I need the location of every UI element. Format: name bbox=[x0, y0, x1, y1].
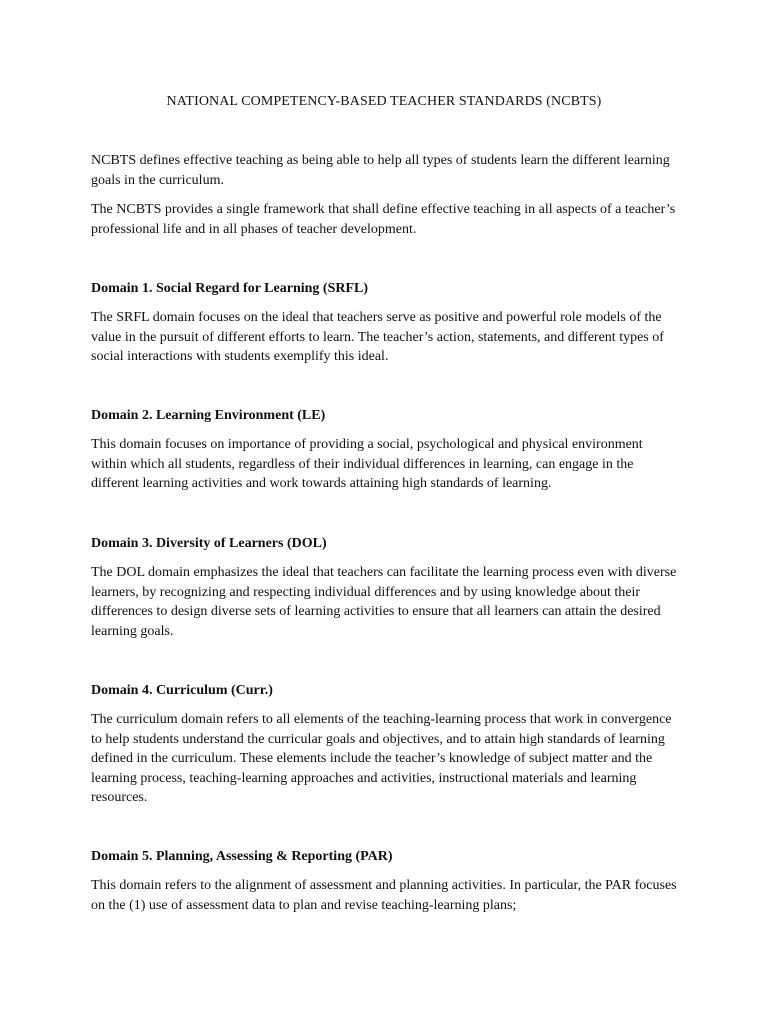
intro-paragraph-1: NCBTS defines effective teaching as being able to help all types of students learn the different learning goals in the curriculum. bbox=[91, 153, 670, 188]
domain-3-text: The DOL domain emphasizes the ideal that teachers can facilitate the learning process even with diverse learners, by recognizing and respecting individual differences and by using knowledge about their differences to design diverse sets of learning activities to ensure that all learners can attain the desired learning goals. bbox=[91, 565, 677, 639]
page-title: NATIONAL COMPETENCY-BASED TEACHER STANDARDS (NCBTS) bbox=[166, 94, 602, 109]
domain-2-text: This domain focuses on importance of providing a social, psychological and physical environment within which all students, regardless of their individual differences in learning, can engage in the different learning activities and work towards attaining high standards of learning. bbox=[91, 437, 643, 492]
domain-1-text: The SRFL domain focuses on the ideal that teachers serve as positive and powerful role models of the value in the pursuit of different efforts to learn. The teacher’s action, statements, and different types of social interactions with students exemplify this ideal. bbox=[91, 310, 664, 365]
domain-4-text: The curriculum domain refers to all elements of the teaching-learning process that work in convergence to help students understand the curricular goals and objectives, and to attain high standards of learning defined in the curriculum. These elements include the teacher’s knowledge of subject matter and the learning process, teaching-learning approaches and activities, instructional materials and learning resources. bbox=[91, 712, 672, 806]
domain-2-heading: Domain 2. Learning Environment (LE) bbox=[91, 408, 326, 423]
domain-1-heading: Domain 1. Social Regard for Learning (SRFL) bbox=[91, 281, 369, 296]
domain-4-heading: Domain 4. Curriculum (Curr.) bbox=[91, 683, 273, 698]
domain-3-heading: Domain 3. Diversity of Learners (DOL) bbox=[91, 536, 327, 551]
intro-paragraph-2: The NCBTS provides a single framework that shall define effective teaching in all aspects of a teacher’s professional life and in all phases of teacher development. bbox=[91, 202, 676, 237]
domain-5-heading: Domain 5. Planning, Assessing & Reporting (PAR) bbox=[91, 849, 393, 864]
domain-5-text: This domain refers to the alignment of assessment and planning activities. In particular, the PAR focuses on the (1) use of assessment data to plan and revise teaching-learning plans; bbox=[91, 878, 677, 913]
